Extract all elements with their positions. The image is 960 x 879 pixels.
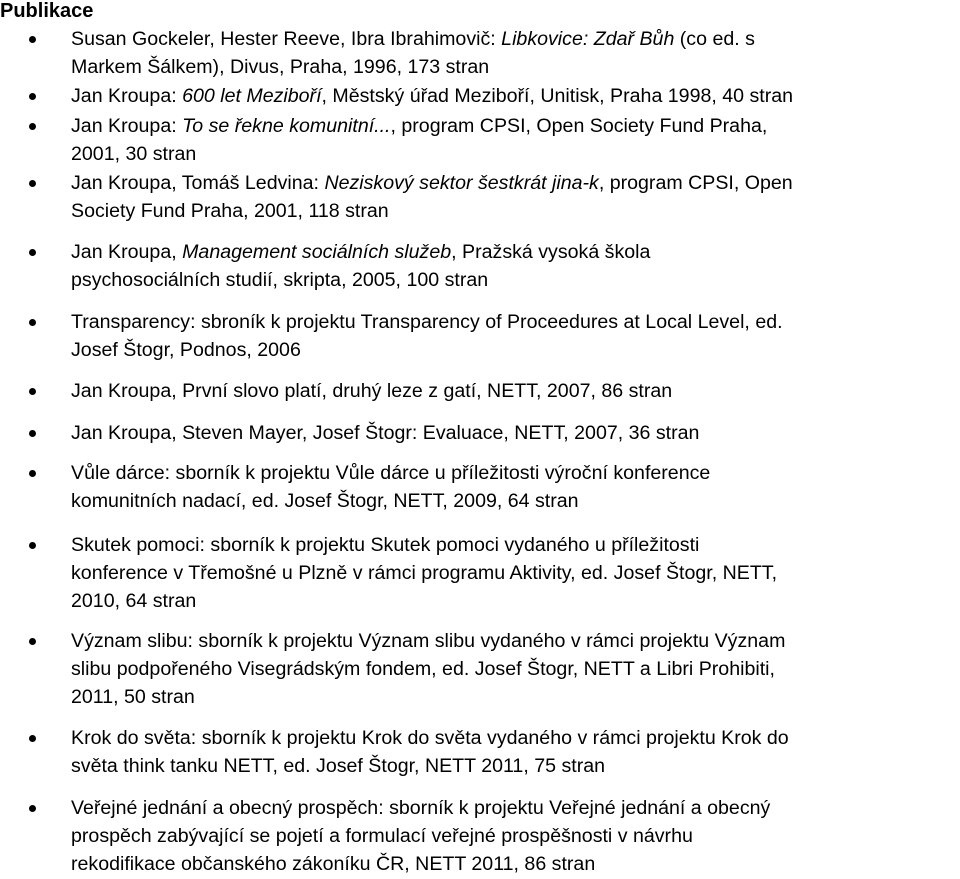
- publication-line: Transparency: sbroník k projektu Transparency of Proceedures at Local Level, ed.: [71, 311, 783, 333]
- publication-item: [71, 308, 960, 364]
- publication-item: [71, 531, 960, 615]
- publication-item: [71, 377, 960, 405]
- publication-line: prospěch zabývající se pojetí a formulací veřejné prospěšnosti v návrhu: [71, 825, 693, 847]
- publication-item: [71, 25, 960, 81]
- bullet-icon: [29, 180, 36, 187]
- publication-line: Jan Kroupa, Steven Mayer, Josef Štogr: Evaluace, NETT, 2007, 36 stran: [71, 422, 700, 444]
- bullet-icon: [29, 638, 36, 645]
- publication-line: 2001, 30 stran: [71, 143, 197, 165]
- publication-line: Krok do světa: sborník k projektu Krok do světa vydaného v rámci projektu Krok do: [71, 727, 789, 749]
- section-heading: Publikace: [0, 0, 94, 22]
- publication-line: Markem Šálkem), Divus, Praha, 1996, 173 stran: [71, 56, 490, 78]
- publication-line: světa think tanku NETT, ed. Josef Štogr, NETT 2011, 75 stran: [71, 755, 606, 777]
- publication-line: Susan Gockeler, Hester Reeve, Ibra Ibrahimovič: Libkovice: Zdař Bůh (co ed. s: [71, 28, 755, 50]
- publication-line: Jan Kroupa, Tomáš Ledvina: Neziskový sektor šestkrát jina-k, program CPSI, Open: [71, 172, 793, 194]
- publication-line: 2010, 64 stran: [71, 590, 197, 612]
- bullet-icon: [29, 470, 36, 477]
- publication-item: [71, 627, 960, 711]
- bullet-icon: [29, 388, 36, 395]
- publication-item: [71, 112, 960, 168]
- bullet-icon: [29, 93, 36, 100]
- publication-item: [71, 82, 960, 110]
- publication-line: Vůle dárce: sborník k projektu Vůle dárce u příležitosti výroční konference: [71, 462, 711, 484]
- bullet-icon: [29, 735, 36, 742]
- publication-line: Veřejné jednání a obecný prospěch: sborník k projektu Veřejné jednání a obecný: [71, 797, 771, 819]
- publication-line: Jan Kroupa, První slovo platí, druhý leze z gatí, NETT, 2007, 86 stran: [71, 380, 673, 402]
- publication-item: [71, 238, 960, 294]
- publication-item: [71, 724, 960, 780]
- publication-line: psychosociálních studií, skripta, 2005, 100 stran: [71, 269, 489, 291]
- publication-line: konference v Třemošné u Plzně v rámci programu Aktivity, ed. Josef Štogr, NETT,: [71, 562, 778, 584]
- publication-title: Management sociálních služeb: [182, 241, 452, 263]
- publication-title: To se řekne komunitní...: [182, 115, 391, 137]
- publication-line: Skutek pomoci: sborník k projektu Skutek pomoci vydaného u příležitosti: [71, 534, 700, 556]
- publication-title: Libkovice: Zdař Bůh: [501, 28, 675, 50]
- publication-item: [71, 169, 960, 225]
- publication-line: Society Fund Praha, 2001, 118 stran: [71, 200, 389, 222]
- publication-line: rekodifikace občanského zákoníku ČR, NETT 2011, 86 stran: [71, 853, 596, 875]
- bullet-icon: [29, 430, 36, 437]
- bullet-icon: [29, 249, 36, 256]
- publication-item: [71, 459, 960, 515]
- bullet-icon: [29, 36, 36, 43]
- publication-item: [71, 419, 960, 447]
- bullet-icon: [29, 319, 36, 326]
- publication-line: Význam slibu: sborník k projektu Význam slibu vydaného v rámci projektu Význam: [71, 630, 786, 652]
- publication-line: Jan Kroupa: To se řekne komunitní..., program CPSI, Open Society Fund Praha,: [71, 115, 768, 137]
- publication-title: Neziskový sektor šestkrát jina-k: [324, 172, 599, 194]
- publication-line: 2011, 50 stran: [71, 686, 195, 708]
- publication-item: [71, 794, 960, 878]
- publication-line: Jan Kroupa, Management sociálních služeb, Pražská vysoká škola: [71, 241, 651, 263]
- bullet-icon: [29, 542, 36, 549]
- publication-title: 600 let Meziboří: [182, 85, 322, 107]
- bullet-icon: [29, 805, 36, 812]
- publication-line: slibu podpořeného Visegrádským fondem, ed. Josef Štogr, NETT a Libri Prohibiti,: [71, 658, 775, 680]
- publication-line: Jan Kroupa: 600 let Meziboří, Městský úřad Meziboří, Unitisk, Praha 1998, 40 stran: [71, 85, 794, 107]
- publication-line: komunitních nadací, ed. Josef Štogr, NETT, 2009, 64 stran: [71, 490, 579, 512]
- publication-line: Josef Štogr, Podnos, 2006: [71, 339, 301, 361]
- bullet-icon: [29, 123, 36, 130]
